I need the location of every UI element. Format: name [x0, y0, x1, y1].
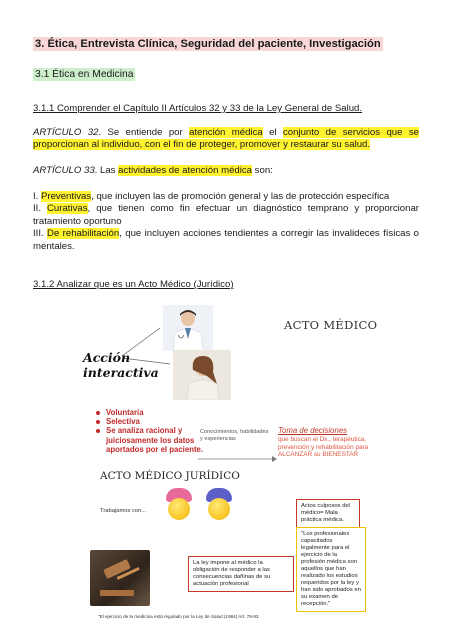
gavel-icon: [90, 550, 150, 606]
articulo-33-label: ARTÍCULO 33: [33, 165, 95, 176]
profesionales-box: "Los profesionales capacitados legalmente para el ejercicio de la profesión médica son aquellos que han realizado los estudios requeridos por la ley y han sido aprobados en su examen de recepción.": [296, 527, 366, 612]
gavel-photo: [90, 550, 150, 606]
arrow-icon: [198, 454, 278, 464]
item-keyword: Curativas: [47, 203, 88, 215]
highlight-conjunto-servicios: conjunto de servicios que se proporcionan al individuo, con el fin de proteger, promover y restaurar su salud.: [33, 127, 420, 151]
toma-decisiones-title: Toma de decisiones: [278, 426, 348, 435]
text-run: son:: [252, 165, 273, 176]
accion-line: Acción: [83, 350, 131, 365]
list-item: [33, 228, 419, 253]
footnote: "El ejercicio de la medicina está regulado por la Ley de Salud (1984) Art. 79-83: [98, 614, 259, 619]
highlight-actividades: actividades de atención médica: [118, 165, 253, 176]
item-number: I.: [33, 191, 41, 202]
list-item: [33, 203, 419, 228]
acto-juridico-title: ACTO MÉDICO JURÍDICO: [100, 470, 240, 482]
patient-illustration: [173, 350, 231, 400]
text-run: . Se entiende por: [98, 127, 190, 138]
subsection-title-3-1-2: 3.1.2 Analizar que es un Acto Médico (Jurídico): [33, 279, 234, 290]
list-item: [33, 191, 419, 203]
toma-decisiones-body: que buscan el Dx., terapéutica, prevención y rehabilitación para ALCANZAR su BIENESTAR: [278, 436, 369, 459]
text-run: . Las: [94, 165, 119, 176]
articulo-32-label: ARTÍCULO 32: [33, 127, 99, 138]
item-text: , que tienen como fin efectuar un diagnóstico temprano y proporcionar tratamiento oportuno: [33, 203, 419, 227]
articulo-32-paragraph: [33, 127, 419, 152]
item-number: III.: [33, 228, 48, 240]
item-number: II.: [33, 203, 47, 215]
highlight-atencion-medica: atención médica: [189, 127, 263, 138]
subsection-heading: 3.1 Ética en Medicina: [35, 69, 134, 80]
acto-medico-infographic: [60, 298, 400, 628]
list-item: Se analiza racional y juiciosamente los datos aportados por el paciente.: [96, 426, 226, 454]
subsection-title-3-1-1: 3.1.1 Comprender el Capítulo II Artículos 32 y 33 de la Ley General de Salud.: [33, 103, 363, 114]
worried-emoji-icon: [208, 498, 230, 520]
text-run: el: [262, 127, 283, 138]
acto-medico-title: ACTO MÉDICO: [284, 318, 378, 332]
confused-emoji-icon: [168, 498, 190, 520]
item-keyword: Preventivas: [41, 191, 92, 202]
trabajamos-label: Trabajamos con...: [100, 508, 147, 514]
accion-line: interactiva: [83, 365, 159, 380]
item-text: , que incluyen las de promoción general y las de protección específica: [91, 191, 390, 202]
item-keyword: De rehabilitación: [47, 228, 120, 240]
accion-interactiva-label: [83, 350, 159, 380]
patient-photo: [173, 350, 231, 400]
ley-box: La ley impone al médico la obligación de responder a las consecuencias dañinas de su actuación profesional: [188, 556, 294, 592]
list-item: Selectiva: [96, 417, 226, 426]
list-item: Voluntaria: [96, 408, 226, 417]
activities-list: [33, 191, 419, 253]
item-text: , que incluyen acciones tendientes a corregir las invalideces físicas o mentales.: [33, 228, 419, 252]
section-heading: 3. Ética, Entrevista Clínica, Seguridad del paciente, Investigación: [35, 38, 381, 50]
articulo-33-paragraph: [33, 165, 419, 177]
conocimientos-note: Conocimientos, habilidades y experiencias: [200, 429, 269, 442]
culposos-box: Actos culposos del médico= Mala práctica médica.: [296, 499, 360, 528]
